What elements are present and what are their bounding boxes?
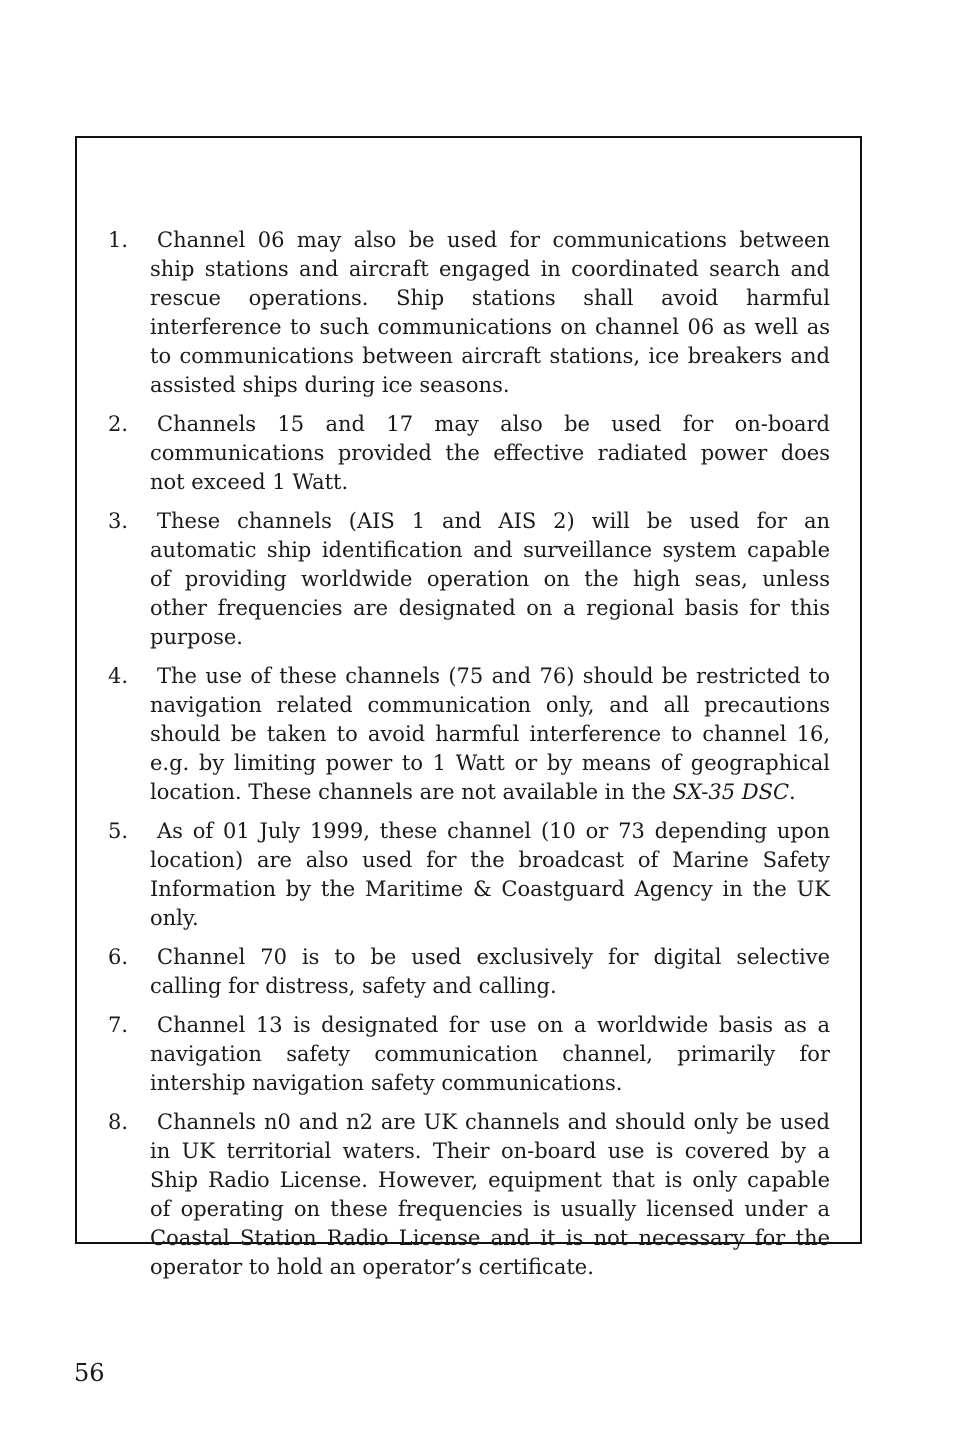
- note-item: [108, 226, 830, 400]
- note-text: The use of these channels (75 and 76) should be restricted to navigation related communication only, and all precautions should be taken to avoid harmful interference to channel 16, e.g. by limiting power to 1 Watt or by means of geographical location. These channels are not available in the: [150, 664, 830, 804]
- page-number: 56: [74, 1359, 105, 1387]
- product-name: SX-35 DSC: [672, 780, 790, 804]
- note-item: [108, 817, 830, 933]
- note-number: 4.: [108, 664, 129, 688]
- note-text: Channels 15 and 17 may also be used for on-board communications provided the effective radiated power does not exceed 1 Watt.: [150, 412, 830, 494]
- note-text: Channel 13 is designated for use on a worldwide basis as a navigation safety communication channel, primarily for intership navigation safety communications.: [150, 1013, 830, 1095]
- note-item: [108, 1011, 830, 1098]
- note-number: 3.: [108, 509, 129, 533]
- note-number: 7.: [108, 1013, 129, 1037]
- note-item: [108, 943, 830, 1001]
- note-text: Channels n0 and n2 are UK channels and should only be used in UK territorial waters. Their on-board use is covered by a Ship Radio License. However, equipment that is only capable of operating on these frequencies is usually licensed under a Coastal Station Radio License and it is not necessary for the operator to hold an operator’s certificate.: [150, 1110, 830, 1279]
- note-item: [108, 410, 830, 497]
- note-item: [108, 1108, 830, 1282]
- note-number: 8.: [108, 1110, 129, 1134]
- note-number: 6.: [108, 945, 129, 969]
- note-text: As of 01 July 1999, these channel (10 or 73 depending upon location) are also used for the broadcast of Marine Safety Information by the Maritime & Coastguard Agency in the UK only.: [150, 819, 830, 930]
- note-item: [108, 507, 830, 652]
- note-text: These channels (AIS 1 and AIS 2) will be used for an automatic ship identification and surveillance system capable of providing worldwide operation on the high seas, unless other frequencies are designated on a regional basis for this purpose.: [150, 509, 830, 649]
- note-number: 1.: [108, 228, 129, 252]
- note-number: 2.: [108, 412, 129, 436]
- note-text-end: .: [789, 780, 796, 804]
- note-text: Channel 70 is to be used exclusively for digital selective calling for distress, safety and calling.: [150, 945, 830, 998]
- note-text: Channel 06 may also be used for communications between ship stations and aircraft engaged in coordinated search and rescue operations. Ship stations shall avoid harmful interference to such communications on channel 06 as well as to communications between aircraft stations, ice breakers and assisted ships during ice seasons.: [150, 228, 830, 397]
- channel-notes-list: [108, 226, 830, 1292]
- note-item: [108, 662, 830, 807]
- note-number: 5.: [108, 819, 129, 843]
